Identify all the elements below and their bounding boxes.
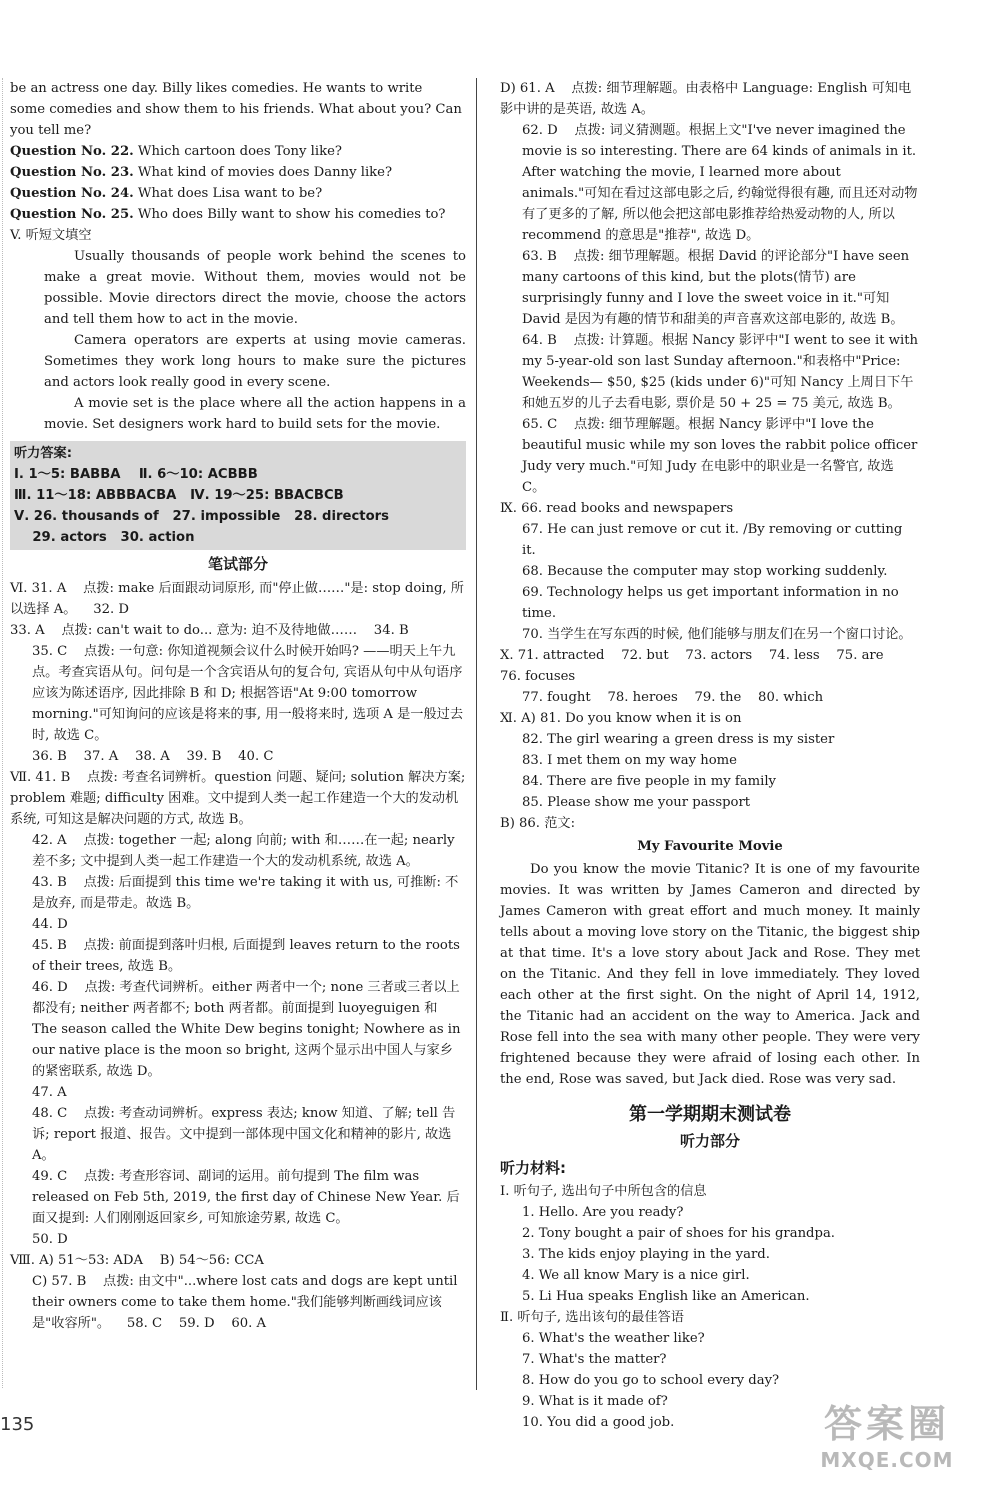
sentence-item: 4. We all know Mary is a nice girl. (522, 1268, 750, 1283)
answer-item: Ⅹ. 71. attracted 72. but 73. actors 74. less 75. are 76. focuses (500, 648, 901, 684)
answer-item: 49. C 点拨: 考查形容词、副词的运用。前句提到 The film was released on Feb 5th, 2019, the first day of Chinese New Year. 后面又提到: 人们刚刚返回家乡, 可知旅途劳累, 故选 C。 (32, 1169, 460, 1226)
listening-material-heading: 听力材料: (500, 1159, 566, 1177)
answer-item: 47. A (32, 1085, 67, 1100)
answer-item: 70. 当学生在写东西的时候, 他们能够与朋友们在另一个窗口讨论。 (522, 627, 912, 642)
text-line: some comedies and show them to his friends. What about you? Can (10, 102, 462, 117)
question-text: What does Lisa want to be? (133, 186, 323, 201)
question-label: Question No. 25. (10, 207, 134, 222)
question-label: Question No. 22. (10, 144, 134, 159)
exam-title: 第一学期期末测试卷 (629, 1104, 791, 1125)
answer-item: 64. B 点拨: 计算题。根据 Nancy 影评中"I went to see it with my 5-year-old son last Sunday afternoon."和表格中"Price: Weekends— $50, $25 (kids under 6)"可知 Nancy 上周日下午和她五岁的儿子去看电影, 票价是 50 + 25 = 75 美元, 故选 B。 (522, 333, 923, 411)
section-heading: Ⅱ. 听句子, 选出该句的最佳答语 (500, 1310, 684, 1325)
answer-item: 82. The girl wearing a green dress is my sister (522, 732, 835, 747)
answer-item: 65. C 点拨: 细节理解题。根据 Nancy 影评中"I love the beautiful music while my son loves the rabbit police officer Judy very much."可知 Judy 在电影中的职业是一名警官, 故选 C。 (522, 417, 922, 495)
question-label: Question No. 24. (10, 186, 134, 201)
answer-item: 46. D 点拨: 考查代词辨析。either 两者中一个; none 三者或三者以上都没有; neither 两者都不; both 两者都。前面提到 luoyeguigen 和 The season called the White Dew begins tonight; Nowhere as in our native place is the moon so bright, 这两个显示出中国人与家乡的紧密联系, 故选 D。 (32, 980, 465, 1079)
answer-item: B) 86. 范文: (500, 816, 576, 831)
essay-title: My Favourite Movie (637, 839, 783, 854)
sentence-item: 2. Tony bought a pair of shoes for his grandpa. (522, 1226, 835, 1241)
watermark-url: MXQE.COM (820, 1448, 954, 1472)
sentence-item: 10. You did a good job. (522, 1415, 675, 1430)
answer-item: 77. fought 78. heroes 79. the 80. which (522, 690, 824, 705)
answer-item: Ⅷ. A) 51～53: ADA B) 54～56: CCA (10, 1253, 264, 1268)
answer-item: 44. D (32, 917, 68, 932)
question-label: Question No. 23. (10, 165, 134, 180)
answer-item: 35. C 点拨: 一句意: 你知道视频会议什么时候开始吗? ——明天上午九点。考查宾语从句。问句是一个含宾语从句的复合句, 宾语从句中从句语序应该为陈述语序, 因此排除 B 和 D; 根据答语"At 9:00 tomorrow morning."可知询问的应该是将来的事, 用一般将来时, 选项 A 是一般过去时, 故选 C。 (32, 644, 464, 743)
answer-item: 83. I met them on my way home (522, 753, 737, 768)
watermark-logo (792, 1400, 982, 1480)
question-line (10, 141, 466, 162)
left-column (10, 78, 470, 1334)
listening-answer-box (10, 441, 466, 550)
written-section-heading: 笔试部分 (207, 555, 268, 573)
sentence-item: 9. What is it made of? (522, 1394, 668, 1409)
sentence-item: 7. What's the matter? (522, 1352, 667, 1367)
answer-item: 68. Because the computer may stop working suddenly. (522, 564, 888, 579)
answer-item: C) 57. B 点拨: 由文中"...where lost cats and dogs are kept until their owners come to take them home."我们能够判断画线词应该是"收容所"。 58. C 59. D 60. A (32, 1274, 462, 1331)
essay (500, 859, 920, 1090)
passage-paragraph: Camera operators are experts at using movie cameras. Sometimes they work long hours to make sure the pictures and actors look really good in every scene. (44, 333, 466, 390)
answer-item: Ⅵ. 31. A 点拨: make 后面跟动词原形, 而"停止做……"是: stop doing, 所以选择 A。 32. D (10, 581, 464, 617)
right-column (500, 78, 923, 1433)
sentence-item: 8. How do you go to school every day? (522, 1373, 780, 1388)
passage-paragraph: Usually thousands of people work behind the scenes to make a great movie. Without them, movies would not be possible. Movie directors direct the movie, choose the actors and tell them how to act in the movie. (44, 249, 466, 327)
watermark-text: 答案圈 (823, 1402, 950, 1446)
answer-item: D) 61. A 点拨: 细节理解题。由表格中 Language: English 可知电影中讲的是英语, 故选 A。 (500, 81, 912, 117)
margin-strip (2, 78, 9, 1388)
answer-item: 63. B 点拨: 细节理解题。根据 David 的评论部分"I have seen many cartoons of this kind, but the plots(情节) are surprisingly funny and I love the sweet voice in it."可知 David 是因为有趣的情节和甜美的声音喜欢这部电影的, 故选 B。 (522, 249, 914, 327)
answer-item: 33. A 点拨: can't wait to do... 意为: 迫不及待地做…… 34. B (10, 623, 409, 638)
answer-item: 50. D (32, 1232, 68, 1247)
answer-item: Ⅺ. A) 81. Do you know when it is on (500, 711, 742, 726)
text-line: be an actress one day. Billy likes comedies. He wants to write (10, 81, 423, 96)
question-text: Which cartoon does Tony like? (133, 144, 342, 159)
question-line (10, 162, 466, 183)
answer-item: 48. C 点拨: 考查动词辨析。express 表达; know 知道、了解; tell 告诉; report 报道、报告。文中提到一部体现中国文化和精神的影片, 故选 A。 (32, 1106, 456, 1163)
page-number: 135 (0, 1414, 35, 1435)
answer-line: Ⅴ. 26. thousands of 27. impossible 28. directors (14, 509, 389, 524)
answer-line: 29. actors 30. action (14, 530, 195, 545)
column-divider (476, 78, 477, 1390)
passage-paragraph: A movie set is the place where all the action happens in a movie. Set designers work hard to build sets for the movie. (44, 396, 466, 432)
essay-paragraph: Do you know the movie Titanic? It is one of my favourite movies. It was written by James Cameron and directed by James Cameron with great effort and much money. It mainly tells about a moving love story on the Titanic, the biggest ship at that time. It's a love story about Jack and Rose. They met on the Titanic. And they fell in love immediately. They loved each other at the first sight. On the night of April 14, 1912, the Titanic had an accident on the way to America. Jack and Rose fell into the sea with many other people. They were very frightened because they were afraid of losing each other. In the end, Rose was saved, but Jack died. Rose was very sad. (500, 862, 920, 1087)
answer-item: 67. He can just remove or cut it. /By removing or cutting it. (522, 522, 907, 558)
listening-part-heading: 听力部分 (679, 1132, 740, 1150)
sentence-item: 5. Li Hua speaks English like an American. (522, 1289, 810, 1304)
answer-item: 42. A 点拨: together 一起; along 向前; with 和……在一起; nearly 差不多; 文中提到人类一起工作建造一个大的发动机系统, 故选 A。 (32, 833, 459, 869)
sentence-item: 1. Hello. Are you ready? (522, 1205, 684, 1220)
section-heading: Ⅰ. 听句子, 选出句子中所包含的信息 (500, 1184, 707, 1199)
question-line (10, 183, 466, 204)
answer-item: 45. B 点拨: 前面提到落叶归根, 后面提到 leaves return to the roots of their trees, 故选 B。 (32, 938, 465, 974)
answer-item: 62. D 点拨: 词义猜测题。根据上文"I've never imagined the movie is so interesting. There are 64 kinds of animals in it. After watching the movie, I learned more about animals."可知在看过这部电影之后, 约翰觉得很有趣, 而且还对动物有了更多的了解, 所以他会把这部电影推荐给热爱动物的人, 所以 recommend 的意思是"推荐", 故选 D。 (522, 123, 921, 243)
answer-item: 84. There are five people in my family (522, 774, 776, 789)
section-v-heading: V. 听短文填空 (10, 228, 92, 243)
answer-item: 36. B 37. A 38. A 39. B 40. C (32, 749, 274, 764)
sentence-item: 3. The kids enjoy playing in the yard. (522, 1247, 770, 1262)
question-line (10, 204, 466, 225)
sentence-item: 6. What's the weather like? (522, 1331, 705, 1346)
answer-item: 85. Please show me your passport (522, 795, 751, 810)
answer-item: 69. Technology helps us get important information in no time. (522, 585, 903, 621)
text-line: you tell me? (10, 123, 92, 138)
answer-line: Ⅲ. 11～18: ABBBACBA Ⅳ. 19～25: BBACBCB (14, 488, 344, 503)
question-text: What kind of movies does Danny like? (133, 165, 393, 180)
question-text: Who does Billy want to show his comedies to? (133, 207, 446, 222)
answer-item: 43. B 点拨: 后面提到 this time we're taking it with us, 可推断: 不是放弃, 而是带走。故选 B。 (32, 875, 459, 911)
answer-item: Ⅶ. 41. B 点拨: 考查名词辨析。question 问题、疑问; solution 解决方案; problem 难题; difficulty 困难。文中提到人类一起工作建造一个大的发动机系统, 可知这是解决问题的方式, 故选 B。 (10, 770, 470, 827)
answer-line: Ⅰ. 1～5: BABBA Ⅱ. 6～10: ACBBB (14, 467, 258, 482)
answer-item: Ⅸ. 66. read books and newspapers (500, 501, 734, 516)
answer-box-title: 听力答案: (14, 446, 73, 461)
